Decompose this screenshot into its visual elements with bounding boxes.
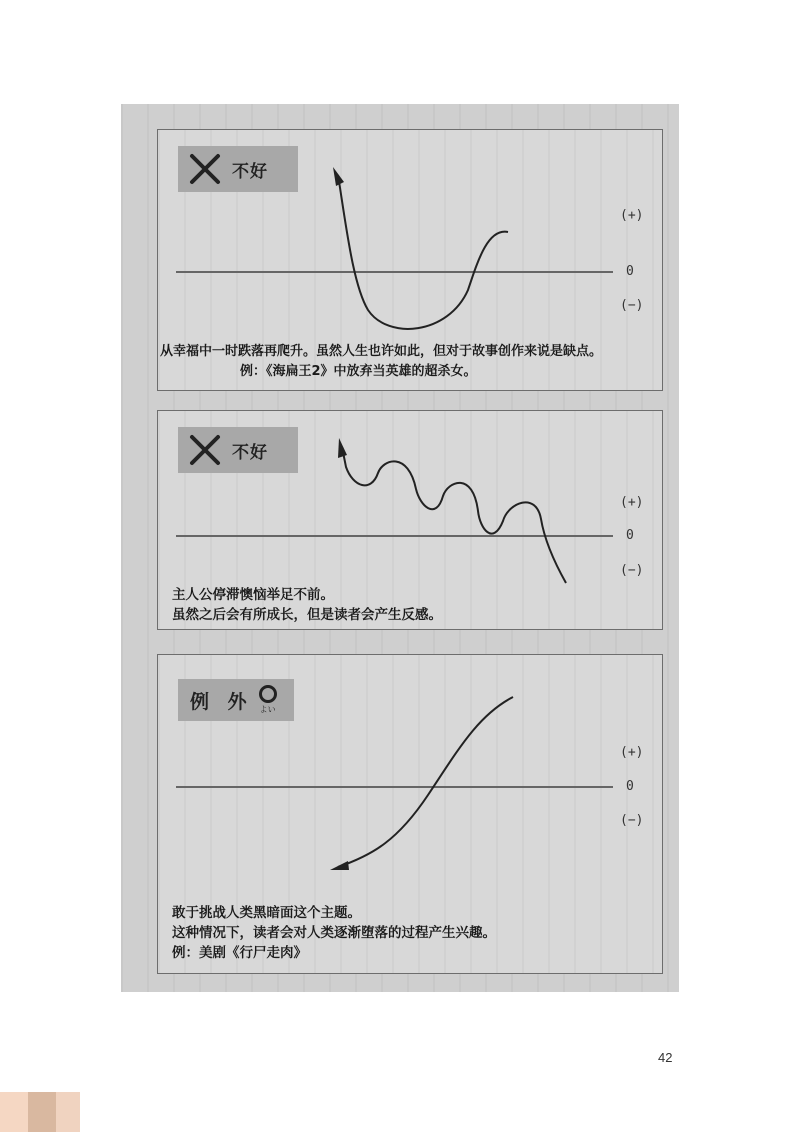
label-text-bad-1: 不好 bbox=[232, 161, 268, 182]
axis-zero-label: 0 bbox=[626, 528, 634, 543]
panel-text-line: 敢于挑战人类黑暗面这个主题。 bbox=[172, 905, 361, 921]
panel-text-line: 这种情况下，读者会对人类逐渐堕落的过程产生兴趣。 bbox=[172, 925, 496, 941]
story-curve bbox=[338, 697, 513, 867]
axis-minus-label: (−) bbox=[620, 563, 644, 578]
label-text-exception: 例 外 bbox=[190, 690, 253, 713]
arrow-head bbox=[330, 861, 349, 870]
corner-swatch-3 bbox=[56, 1092, 80, 1132]
panel-exception bbox=[157, 654, 663, 974]
axis-zero-label: 0 bbox=[626, 779, 634, 794]
axis-plus-label: (+) bbox=[620, 745, 644, 760]
axis-plus-label: (+) bbox=[620, 208, 644, 223]
arrow-head bbox=[333, 167, 344, 186]
good-mark-label: よい bbox=[259, 705, 276, 714]
page-number: 42 bbox=[658, 1050, 673, 1065]
label-text-bad-2: 不好 bbox=[232, 442, 268, 463]
panel-bad-1 bbox=[157, 129, 663, 391]
scanned-page bbox=[121, 104, 679, 992]
corner-swatch-1 bbox=[0, 1092, 28, 1132]
panel-example: 例：《海扁王2》中放弃当英雄的超杀女。 bbox=[240, 364, 477, 379]
panel-text-line: 例：美剧《行尸走肉》 bbox=[172, 945, 307, 961]
story-curve bbox=[342, 447, 566, 583]
corner-swatch-2 bbox=[28, 1092, 56, 1132]
story-curve bbox=[338, 175, 508, 329]
axis-plus-label: (+) bbox=[620, 495, 644, 510]
panel-bad-2 bbox=[157, 410, 663, 630]
axis-zero-label: 0 bbox=[626, 264, 634, 279]
panel-text-line: 主人公停滞懊恼举足不前。 bbox=[172, 587, 334, 603]
panel-text-line: 虽然之后会有所成长，但是读者会产生反感。 bbox=[172, 607, 442, 623]
axis-minus-label: (−) bbox=[620, 813, 644, 828]
panel-text-line: 从幸福中一时跌落再爬升。虽然人生也许如此，但对于故事创作来说是缺点。 bbox=[160, 344, 603, 359]
arrow-head bbox=[338, 438, 347, 458]
axis-minus-label: (−) bbox=[620, 298, 644, 313]
